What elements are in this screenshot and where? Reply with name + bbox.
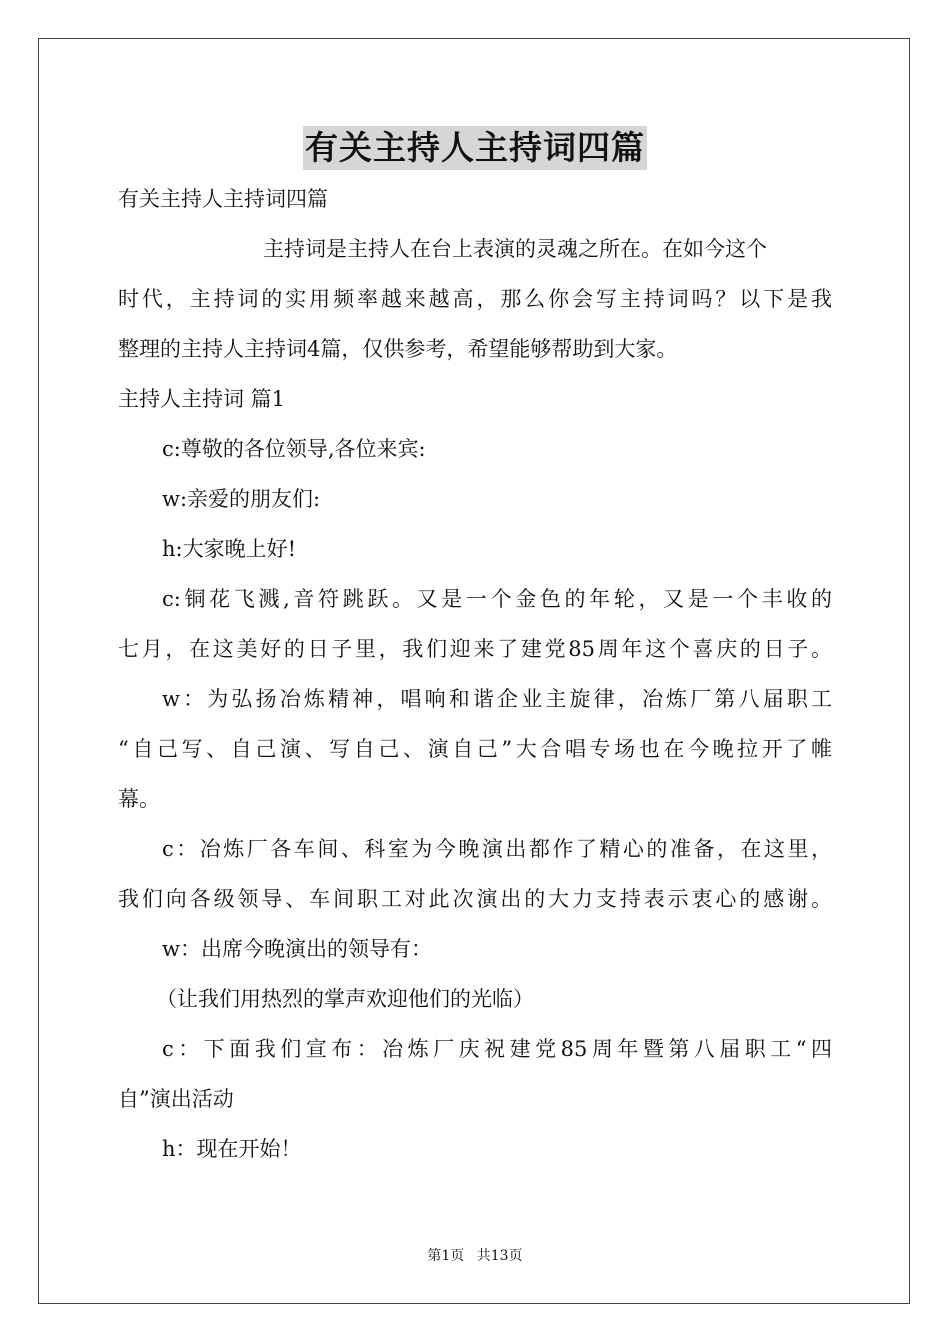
title-container xyxy=(0,126,950,170)
dialogue-line: w：为弘扬冶炼精神，唱响和谐企业主旋律，冶炼厂第八届职工 xyxy=(162,687,832,711)
page-total: 共13页 xyxy=(476,1248,523,1264)
dialogue-line: w:亲爱的朋友们: xyxy=(162,487,321,511)
paragraph-line: 时代，主持词的实用频率越来越高，那么你会写主持词吗？以下是我 xyxy=(118,287,832,311)
paragraph-line: 整理的主持人主持词4篇，仅供参考，希望能够帮助到大家。 xyxy=(118,337,678,361)
dialogue-line: （让我们用热烈的掌声欢迎他们的光临） xyxy=(156,987,534,1011)
paragraph-line: 主持词是主持人在台上表演的灵魂之所在。在如今这个 xyxy=(263,237,767,261)
dialogue-line: h：现在开始！ xyxy=(162,1137,302,1161)
dialogue-line: “自己写、自己演、写自己、演自己”大合唱专场也在今晚拉开了帷 xyxy=(118,737,832,761)
page-border xyxy=(38,38,910,1304)
dialogue-line: 幕。 xyxy=(118,787,160,811)
dialogue-line: 七月，在这美好的日子里，我们迎来了建党85周年这个喜庆的日子。 xyxy=(118,637,832,661)
dialogue-line: c：下面我们宣布：冶炼厂庆祝建党85周年暨第八届职工“四 xyxy=(162,1037,832,1061)
dialogue-line: h:大家晚上好! xyxy=(162,537,297,561)
dialogue-line: c:铜花飞溅,音符跳跃。又是一个金色的年轮，又是一个丰收的 xyxy=(162,587,832,611)
dialogue-line: c:尊敬的各位领导,各位来宾: xyxy=(162,437,426,461)
page-footer xyxy=(0,1246,950,1266)
section-heading: 主持人主持词 篇1 xyxy=(118,387,286,411)
subtitle-line: 有关主持人主持词四篇 xyxy=(118,187,328,211)
dialogue-line: w：出席今晚演出的领导有： xyxy=(162,937,432,961)
dialogue-line: 我们向各级领导、车间职工对此次演出的大力支持表示衷心的感谢。 xyxy=(118,887,832,911)
dialogue-line: c：冶炼厂各车间、科室为今晚演出都作了精心的准备，在这里， xyxy=(162,837,832,861)
page-number: 第1页 xyxy=(427,1248,465,1264)
dialogue-line: 自”演出活动 xyxy=(118,1087,234,1111)
document-title: 有关主持人主持词四篇 xyxy=(303,126,647,170)
